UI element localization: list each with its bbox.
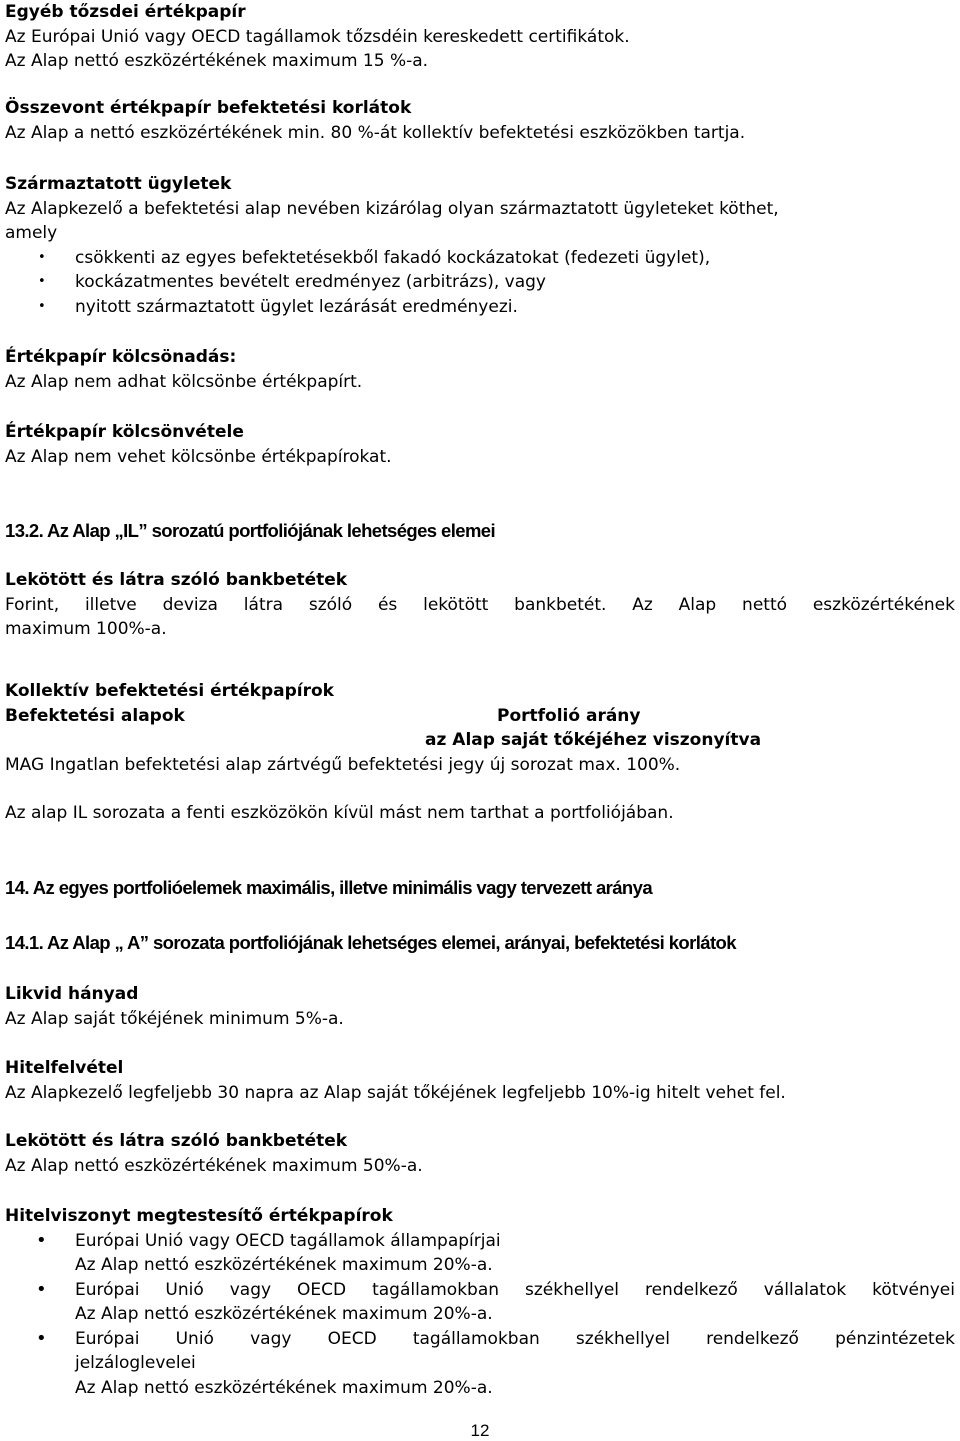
- page-number: 12: [470, 1421, 490, 1440]
- paragraph-line: Az Alapkezelő legfeljebb 30 napra az Alap saját tőkéjének legfeljebb 10%-ig hitelt vehet fel.: [5, 1082, 786, 1103]
- column-header-fund: Befektetési alapok: [5, 705, 185, 726]
- section-bankbetetek-a: [5, 1129, 955, 1178]
- section-13-2: [5, 519, 955, 544]
- section-heading: Értékpapír kölcsönadás:: [5, 347, 237, 367]
- section-heading: Kollektív befektetési értékpapírok: [5, 681, 334, 701]
- section-hitelfelvetel: [5, 1056, 955, 1105]
- chapter-heading: 13.2. Az Alap „IL” sorozatú portfoliójának lehetséges elemei: [5, 520, 496, 541]
- column-header-ratio: Portfolió arány: [497, 705, 641, 726]
- list-item-limit: Az Alap nettó eszközértékének maximum 20%-a.: [75, 1255, 493, 1275]
- section-kolcsonadas: [5, 345, 955, 394]
- paragraph-line: Forint, illetve deviza látra szóló és lekötött bankbetét. Az Alap nettó eszközértékének: [5, 594, 955, 615]
- section-14-1: [5, 931, 955, 956]
- section-likvid: [5, 982, 955, 1031]
- list-item-limit: Az Alap nettó eszközértékének maximum 20%-a.: [75, 1304, 493, 1324]
- section-heading: Likvid hányad: [5, 984, 139, 1004]
- section-osszevont: [5, 96, 955, 145]
- paragraph-line: Az alap IL sorozata a fenti eszközökön kívül mást nem tarthat a portfoliójában.: [5, 803, 674, 823]
- paragraph-line: Az Alap nettó eszközértékének maximum 50%-a.: [5, 1155, 423, 1176]
- section-egyeb-tozsdei: [5, 0, 955, 74]
- list-item: [5, 1327, 955, 1401]
- paragraph-line: amely: [5, 223, 58, 243]
- paragraph-line: Az Európai Unió vagy OECD tagállamok tőzsdéin kereskedett certifikátok.: [5, 26, 630, 47]
- list-item-limit: Az Alap nettó eszközértékének maximum 20%-a.: [75, 1377, 493, 1398]
- section-heading: Lekötött és látra szóló bankbetétek: [5, 570, 348, 590]
- section-heading: Értékpapír kölcsönvétele: [5, 422, 244, 442]
- paragraph-line: Az Alap saját tőkéjének minimum 5%-a.: [5, 1008, 344, 1029]
- section-heading: Lekötött és látra szóló bankbetétek: [5, 1131, 348, 1151]
- section-14: [5, 876, 955, 901]
- column-header-ratio-sub: az Alap saját tőkéjéhez viszonyítva: [425, 730, 762, 750]
- section-heading: Hitelviszonyt megtestesítő értékpapírok: [5, 1206, 393, 1226]
- list-item-title: • Európai Unió vagy OECD tagállamok állampapírjai: [5, 1229, 955, 1254]
- section-heading: Egyéb tőzsdei értékpapír: [5, 2, 246, 22]
- section-hitelviszony: [5, 1204, 955, 1400]
- paragraph-line: maximum 100%-a.: [5, 619, 167, 639]
- section-szarmaztatott: [5, 172, 955, 319]
- section-kollektiv: [5, 679, 955, 826]
- chapter-heading: 14. Az egyes portfolióelemek maximális, illetve minimális vagy tervezett aránya: [5, 877, 653, 898]
- paragraph-line: Az Alap nettó eszközértékének maximum 15 %-a.: [5, 51, 429, 71]
- bullet-item: • nyitott származtatott ügylet lezárását eredményezi.: [5, 295, 955, 320]
- list-item: [5, 1278, 955, 1327]
- section-kolcsonvetele: [5, 420, 955, 469]
- list-item: [5, 1229, 955, 1278]
- section-heading: Összevont értékpapír befektetési korlátok: [5, 98, 412, 118]
- list-item-title-continued: jelzáloglevelei: [75, 1353, 196, 1373]
- chapter-heading: 14.1. Az Alap „ A” sorozata portfoliójának lehetséges elemei, arányai, befektetési korlátok: [5, 932, 736, 953]
- list-item-title: • Európai Unió vagy OECD tagállamokban székhellyel rendelkező vállalatok kötvényei: [5, 1278, 955, 1303]
- section-heading: Származtatott ügyletek: [5, 174, 232, 194]
- bullet-item: • csökkenti az egyes befektetésekből fakadó kockázatokat (fedezeti ügylet),: [5, 246, 955, 271]
- paragraph-line: Az Alap nem vehet kölcsönbe értékpapírokat.: [5, 446, 392, 467]
- table-header-row: [5, 704, 955, 729]
- table-row: MAG Ingatlan befektetési alap zártvégű befektetési jegy új sorozat max. 100%.: [5, 754, 681, 775]
- paragraph-line: Az Alapkezelő a befektetési alap nevében kizárólag olyan származtatott ügyleteket köthet,: [5, 198, 779, 219]
- section-bankbetetek-il: [5, 568, 955, 642]
- section-heading: Hitelfelvétel: [5, 1058, 124, 1078]
- list-item-title: • Európai Unió vagy OECD tagállamokban székhellyel rendelkező pénzintézetek: [5, 1327, 955, 1352]
- bullet-item: • kockázatmentes bevételt eredményez (arbitrázs), vagy: [5, 270, 955, 295]
- paragraph-line: Az Alap nem adhat kölcsönbe értékpapírt.: [5, 371, 363, 392]
- paragraph-line: Az Alap a nettó eszközértékének min. 80 %-át kollektív befektetési eszközökben tartja.: [5, 122, 746, 143]
